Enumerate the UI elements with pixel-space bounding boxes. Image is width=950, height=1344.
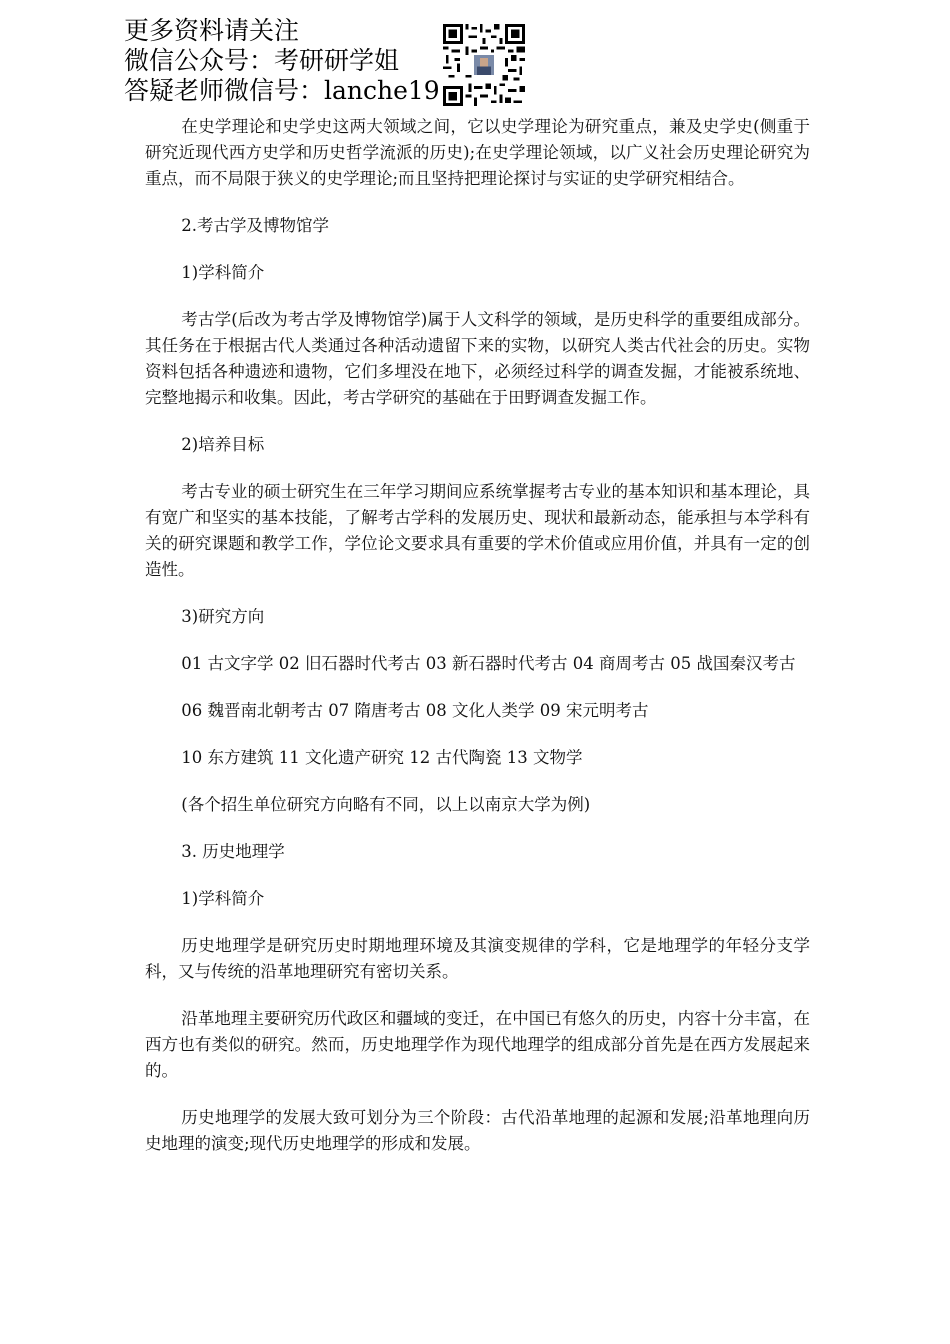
document-body [145,114,810,1178]
subsection-heading: 1)学科简介 [181,889,265,908]
paragraph: 在史学理论和史学史这两大领域之间，它以史学理论为研究重点，兼及史学史(侧重于研究近现代西方史学和历史哲学流派的历史);在史学理论领域，以广义社会历史理论研究为重点，而不局限于狭义的史学理论;而且坚持把理论探讨与实证的史学研究相结合。 [145,117,810,188]
header-line-1: 更多资料请关注 [124,16,300,45]
subsection-heading: 2)培养目标 [181,435,265,454]
research-direction-line: 10 东方建筑 11 文化遗产研究 12 古代陶瓷 13 文物学 [181,748,583,767]
paragraph: 历史地理学是研究历史时期地理环境及其演变规律的学科，它是地理学的年轻分支学科，又与传统的沿革地理研究有密切关系。 [145,936,810,981]
paragraph: 沿革地理主要研究历代政区和疆域的变迁，在中国已有悠久的历史，内容十分丰富，在西方也有类似的研究。然而，历史地理学作为现代地理学的组成部分首先是在西方发展起来的。 [145,1009,810,1080]
paragraph: 历史地理学的发展大致可划分为三个阶段：古代沿革地理的起源和发展;沿革地理向历史地理的演变;现代历史地理学的形成和发展。 [145,1108,810,1153]
paragraph: 考古学(后改为考古学及博物馆学)属于人文科学的领域，是历史科学的重要组成部分。其任务在于根据古代人类通过各种活动遗留下来的实物，以研究人类古代社会的历史。实物资料包括各种遗迹和遗物，它们多埋没在地下，必须经过科学的调查发掘，才能被系统地、完整地揭示和收集。因此，考古学研究的基础在于田野调查发掘工作。 [145,310,810,407]
subsection-heading: 3)研究方向 [181,607,265,626]
header-line-3: 答疑老师微信号：lanche19 [124,76,440,105]
note: (各个招生单位研究方向略有不同，以上以南京大学为例) [181,795,591,814]
section-heading: 2.考古学及博物馆学 [181,216,330,235]
header-line-2: 微信公众号：考研研学姐 [124,46,400,75]
promo-header [124,16,444,106]
subsection-heading: 1)学科简介 [181,263,265,282]
research-direction-line: 01 古文字学 02 旧石器时代考古 03 新石器时代考古 04 商周考古 05 战国秦汉考古 [181,654,796,673]
qr-code-icon [443,24,525,106]
section-heading: 3. 历史地理学 [181,842,285,861]
research-direction-line: 06 魏晋南北朝考古 07 隋唐考古 08 文化人类学 09 宋元明考古 [181,701,649,720]
paragraph: 考古专业的硕士研究生在三年学习期间应系统掌握考古专业的基本知识和基本理论，具有宽广和坚实的基本技能，了解考古学科的发展历史、现状和最新动态，能承担与本学科有关的研究课题和教学工作，学位论文要求具有重要的学术价值或应用价值，并具有一定的创造性。 [145,482,810,579]
